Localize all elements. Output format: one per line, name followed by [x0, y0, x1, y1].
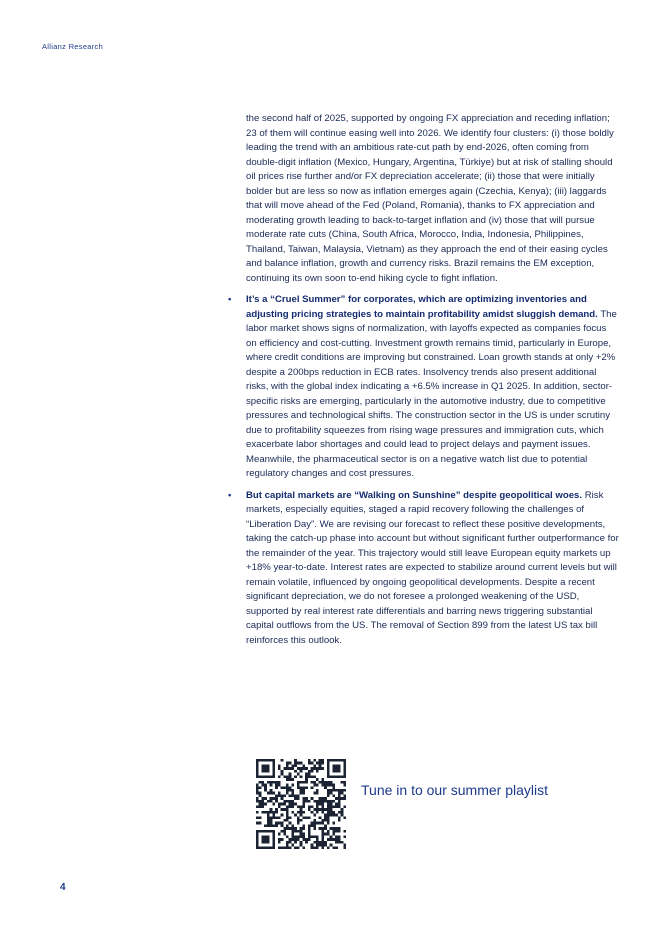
main-text	[228, 112, 619, 648]
bullet-corporates	[228, 293, 619, 482]
bullet-heading: But capital markets are “Walking on Sunshine” despite geopolitical woes.	[246, 489, 583, 501]
bullet-marker: •	[228, 294, 232, 305]
qr-code-image	[256, 759, 346, 849]
bullet-heading: It’s a “Cruel Summer” for corporates, which are optimizing inventories and adjusting pricing strategies to maintain profitability amidst sluggish demand.	[246, 294, 598, 320]
page-number: 4	[60, 882, 66, 893]
bullet-body: Risk markets, especially equities, staged a rapid recovery following the challenges of “Liberation Day”. We are revising our forecast to reflect these positive developments, taking the catch-up phase into account but without significant further outperformance for the remainder of the year. This trajectory would still leave European equity markets up +18% year-to-date. Interest rates are expected to stabilize around current levels but will remain volatile, influenced by ongoing geopolitical developments. Despite a recent significant depreciation, we do not foresee a prolonged weakening of the USD, supported by real interest rate differentials and barring news triggering substantial capital outflows from the US. The removal of Section 899 from the latest US tax bill reinforces this outlook.	[246, 489, 619, 646]
playlist-qr-code[interactable]	[256, 759, 346, 849]
bullet-marker: •	[228, 489, 232, 501]
header-brand: Allianz Research	[42, 42, 104, 51]
bullet-capital-markets	[228, 489, 619, 649]
playlist-caption[interactable]: Tune in to our summer playlist	[361, 782, 548, 798]
bullet-body: The labor market shows signs of normalization, with layoffs expected as companies focus on efficiency and cost-cutting. Investment growth remains timid, particularly in Europe, where credit conditions are improving but constrained. Loan growth stands at only +2% despite a 200bps reduction in ECB rates. Insolvency trends also present additional risks, with the global index indicating a +6.5% increase in Q1 2025. In addition, sector-specific risks are emerging, particularly in the automotive industry, due to competitive pressures and technological shifts. The construction sector in the US is under scrutiny due to profitability squeezes from rising wage pressures and immigration cuts, which exacerbate labor shortages and could lead to project delays and payment issues. Meanwhile, the pharmaceutical sector is on a negative watch list due to potential regulatory changes and cost pressures.	[246, 308, 617, 479]
intro-paragraph: the second half of 2025, supported by ongoing FX appreciation and receding inflation; 23 of them will continue easing well into 2026. We identify four clusters: (i) those boldly leading the trend with an ambitious rate-cut path by end-2026, often coming from double-digit inflation (Mexico, Hungary, Argentina, Türkiye) but at risk of stalling should oil prices rise further and/or FX depreciation accelerate; (ii) those that were initially bolder but are less so now as inflation emerges again (Czechia, Kenya); (iii) laggards that will move ahead of the Fed (Poland, Romania), thanks to FX appreciation and moderating growth leading to back-to-target inflation and (iv) those that will pursue moderate rate cuts (China, South Africa, Morocco, India, Indonesia, Philippines, Thailand, Taiwan, Malaysia, Vietnam) as they approach the end of their easing cycles and balance inflation, growth and currency risks. Brazil remains the EM exception, continuing its own soon to-end hiking cycle to fight inflation.	[246, 113, 614, 284]
